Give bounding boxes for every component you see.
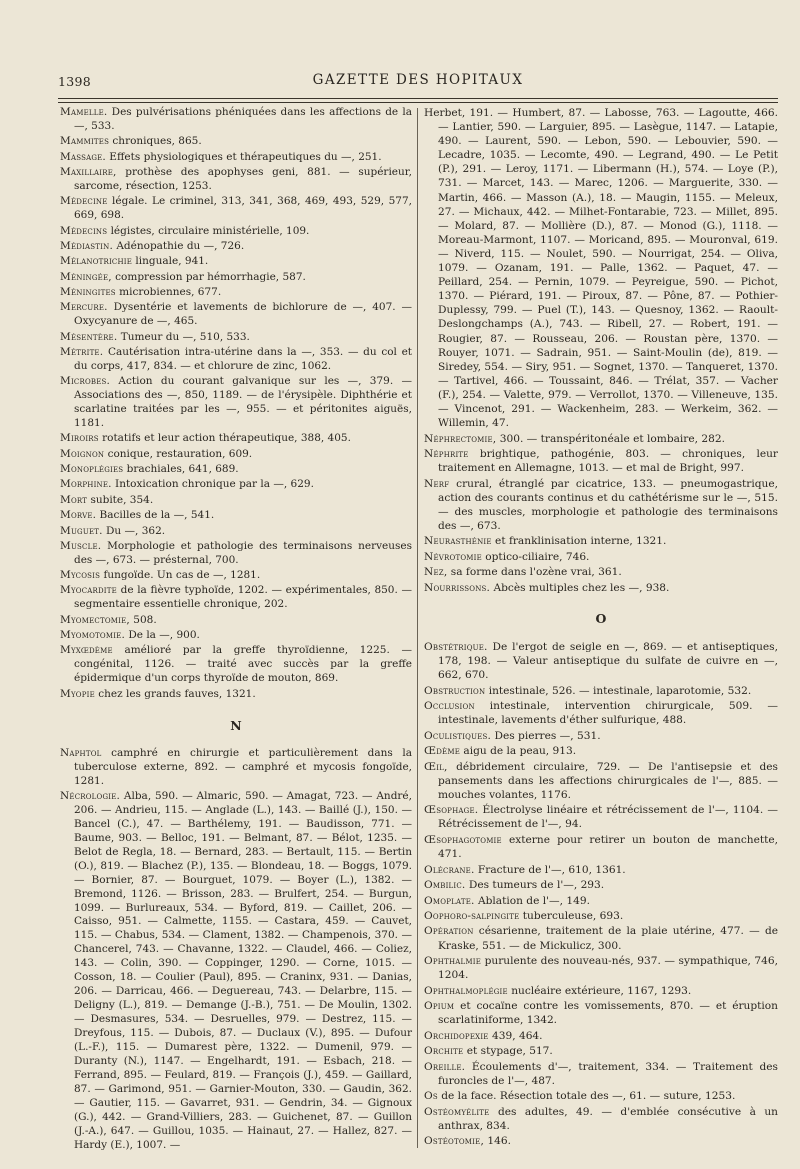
left-column (60, 106, 412, 1154)
entry-text: 508. (129, 613, 157, 626)
entry-text: rotatifs et leur action thérapeutique, 388, 405. (98, 432, 351, 445)
entry-keyword: Ostéotomie, (424, 1135, 485, 1148)
index-entry (424, 1029, 778, 1043)
entry-keyword: Microbes. (60, 375, 111, 388)
index-entry (60, 271, 412, 285)
entry-keyword: Métrite. (60, 345, 104, 358)
entry-keyword: Myopie (60, 687, 95, 700)
entry-keyword: Occlusion (424, 700, 475, 713)
index-entry (60, 286, 412, 300)
header-rule (58, 98, 778, 99)
entry-text: Fracture de l'—, 610, 1361. (474, 863, 626, 876)
entries-n-continued (424, 106, 778, 595)
index-entry (60, 301, 412, 329)
entry-text: légistes, circulaire ministérielle, 109. (107, 224, 310, 237)
index-entry (424, 760, 778, 802)
index-entry (424, 894, 778, 908)
entry-keyword: Omoplate. (424, 894, 475, 907)
entry-keyword: Orchidopexie (424, 1029, 489, 1042)
index-entry (424, 1044, 778, 1058)
index-entry (424, 878, 778, 892)
index-entry (424, 1089, 778, 1103)
entry-keyword: Mammites (60, 135, 110, 148)
index-entry (424, 684, 778, 698)
entry-text: Herbet, 191. — Humbert, 87. — Labosse, 763. — Lagoutte, 466. — Lantier, 590. — Larguier, 895. — Lasègue, 1147. — Latapie, 490. — Laurent, 590. — Lebon, 590. — Lebouvier, 590. — Lecadre, 1035. — Lecomte, 490. — Legrand, 490. — Le Petit (P.), 291. — Leroy, 1171. — Libermann (H.), 574. — Loye (P.), 731. — Marcet, 143. — Marec, 1206. — Marguerite, 330. — Martin, 466. — Masson (A.), 18. — Maugin, 1155. — Meleux, 27. — Michaux, 442. — Milhet-Fontarabie, 723. — Millet, 895. — Molard, 87. — Mollière (D.), 87. — Monod (G.), 1118. — Moreau-Marmont, 1107. — Moricand, 895. — Mouronval, 619. — Niverd, 115. — Noulet, 590. — Nourrigat, 254. — Oliva, 1079. — Ozanam, 191. — Palle, 1362. — Paquet, 47. — Peillard, 254. — Pernin, 1079. — Peyreigue, 590. — Pichot, 1370. — Piérard, 191. — Piroux, 87. — Pône, 87. — Pothier-Duplessy, 799. — Puel (T.), 143. — Quesnoy, 1362. — Raoult-Deslongchamps (A.), 743. — Ribell, 27. — Robert, 191. — Rougier, 87. — Rousseau, 206. — Roustan père, 1370. — Rouyer, 1071. — Sadrain, 951. — Saint-Moulin (de), 819. — Siredey, 554. — Siry, 951. — Sognet, 1370. — Tanqueret, 1370. — Tartivel, 466. — Toussaint, 846. — Trélat, 357. — Vacher (F.), 254. — Valette, 979. — Verrollot, 1370. — Villeneuve, 135. — Vincenot, 291. — Wackenheim, 283. — Werkeim, 362. — Willemin, 47. (424, 107, 778, 430)
entry-keyword: Muscle. (60, 539, 102, 552)
entry-text: De l'ergot de seigle en —, 869. — et antiseptiques, 178, 198. — Valeur antiseptique du sulfate de cuivre en —, 662, 670. (438, 641, 778, 682)
entry-keyword: Miroirs (60, 432, 99, 445)
entry-text: de la fièvre typhoïde, 1202. — expérimentales, 850. — segmentaire essentielle chronique, 202. (74, 584, 412, 611)
entry-keyword: Obstétrique. (424, 641, 488, 654)
index-entry (424, 640, 778, 682)
entry-text: Action du courant galvanique sur les —, 379. — Associations des —, 850, 1189. — de l'érysipèle. Diphthérie et scarlatine traitées par les —, 955. — et péritonites aiguës, 1181. (74, 375, 412, 430)
entry-keyword: Mamelle. (60, 106, 108, 118)
entry-keyword: Médiastin. (60, 239, 113, 252)
entry-keyword: Nerf (424, 477, 450, 490)
index-entry (60, 106, 412, 134)
entry-text: Tumeur du —, 510, 533. (117, 330, 250, 343)
index-entry (424, 1060, 778, 1088)
entry-keyword: Morve. (60, 509, 97, 522)
right-column (424, 106, 778, 1150)
entry-keyword: Moignon (60, 447, 105, 460)
entry-keyword: Néphrectomie, (424, 432, 497, 445)
index-entry (60, 166, 412, 194)
entry-text: Du —, 362. (102, 524, 166, 537)
index-entry (424, 909, 778, 923)
entry-text: camphré en chirurgie et particulièrement dans la tuberculose externe, 892. — camphré et mycosis fongoïde, 1281. (74, 746, 412, 787)
entry-keyword: Œsophage. (424, 804, 479, 817)
entry-text: 439, 464. (488, 1029, 543, 1042)
index-entry (424, 581, 778, 595)
entry-keyword: Orchite (424, 1045, 464, 1058)
entry-keyword: Méningée, (60, 270, 112, 283)
entry-keyword: Oophoro-salpingite (424, 910, 520, 922)
index-entry (60, 448, 412, 462)
index-entry (60, 614, 412, 628)
entry-keyword: Myomotomie. (60, 629, 126, 642)
index-entry (424, 699, 778, 727)
index-entry (60, 790, 412, 1153)
entry-text: Effets physiologiques et thérapeutiques du —, 251. (105, 150, 382, 163)
entry-text: fungoïde. Un cas de —, 1281. (100, 569, 261, 582)
entry-keyword: Ophthalmie (424, 955, 482, 968)
index-entry (60, 644, 412, 686)
index-entry (60, 225, 412, 239)
column-divider (417, 108, 418, 1148)
entry-keyword: Myxœdème (60, 644, 113, 657)
entry-keyword: Nécrologie. (60, 789, 121, 802)
entry-keyword: Mésentère. (60, 330, 118, 343)
entry-text: Dysentérie et lavements de bichlorure de —, 407. — Oxycyanure de —, 465. (74, 301, 412, 328)
entry-text: prothèse des apophyses geni, 881. — supérieur, sarcome, résection, 1253. (74, 165, 412, 192)
index-entry (424, 744, 778, 758)
index-entry (60, 688, 412, 702)
entry-keyword: Olécrane. (424, 863, 475, 876)
index-entry (60, 195, 412, 223)
entry-keyword: Nez, (424, 566, 448, 579)
entry-text: des adultes, 49. — d'emblée consécutive à un anthrax, 834. (438, 1105, 778, 1132)
page-header (58, 70, 778, 94)
entries-o (424, 640, 778, 1148)
index-entry (60, 629, 412, 643)
entry-keyword: Médecine (60, 195, 108, 208)
index-entry (424, 565, 778, 579)
index-entry (60, 240, 412, 254)
entry-text: 300. — transpéritonéale et lombaire, 282. (496, 432, 725, 445)
index-entry (60, 584, 412, 612)
index-entry (60, 151, 412, 165)
entry-keyword: Opération (424, 925, 474, 938)
entry-text: et cocaïne contre les vomissements, 870. — et éruption scarlatiniforme, 1342. (438, 1000, 778, 1027)
entry-text: intestinale, intervention chirurgicale, 509. — intestinale, lavements d'éther sulfurique, 488. (438, 700, 778, 727)
entry-keyword: Opium (424, 1000, 455, 1013)
entry-keyword: Obstruction (424, 684, 486, 697)
index-entry (60, 346, 412, 374)
entry-text: nucléaire extérieure, 1167, 1293. (507, 984, 692, 997)
index-entry (424, 1134, 778, 1148)
index-entry (60, 747, 412, 789)
entry-text: externe pour retirer un bouton de manchette, 471. (438, 833, 778, 861)
index-entry (424, 534, 778, 548)
entry-text: Écoulements d'—, traitement, 334. — Traitement des furoncles de l'—, 487. (438, 1060, 778, 1087)
entry-text: brachiales, 641, 689. (123, 463, 239, 476)
entry-text: Abcès multiples chez les —, 938. (490, 581, 670, 594)
entry-keyword: Nourrissons. (424, 581, 491, 594)
index-entry (60, 135, 412, 149)
index-entry (424, 924, 778, 952)
index-entry (60, 525, 412, 539)
entry-text: et stypage, 517. (463, 1045, 553, 1058)
entry-keyword: Mélanotrichie (60, 255, 133, 268)
entry-keyword: Ophthalmoplégie (424, 984, 508, 997)
index-entry (60, 331, 412, 345)
index-entry (424, 1105, 778, 1133)
index-entry (424, 432, 778, 446)
index-entry (60, 255, 412, 269)
entry-keyword: Myomectomie, (60, 613, 130, 626)
entry-text: Électrolyse linéaire et rétrécissement de l'—, 1104. — Rétrécissement de l'—, 94. (438, 804, 778, 831)
entry-text: légale. Le criminel, 313, 341, 368, 469, 493, 529, 577, 669, 698. (74, 195, 412, 222)
entry-text: amélioré par la greffe thyroïdienne, 1225. — congénital, 1126. — traité avec succès par la greffe épidermique d'un corps thyroïde de mouton, 869. (74, 644, 412, 685)
entry-text: linguale, 941. (132, 255, 209, 268)
index-entry (424, 863, 778, 877)
entry-keyword: Névrotomie (424, 550, 482, 563)
entry-keyword: Monoplégies (60, 463, 124, 476)
entry-keyword: Maxillaire, (60, 165, 117, 178)
index-entry (424, 447, 778, 475)
index-entry (424, 550, 778, 564)
section-heading-n: N (230, 717, 242, 733)
index-entry (424, 729, 778, 743)
index-entry (424, 833, 778, 861)
page-title: GAZETTE DES HOPITAUX (312, 72, 524, 88)
section-heading-o: O (595, 610, 607, 626)
entry-text: Des tumeurs de l'—, 293. (465, 879, 605, 892)
entry-text: De la —, 900. (125, 629, 200, 642)
entry-keyword: Méningites (60, 285, 116, 298)
entry-text: Cautérisation intra-utérine dans la —, 353. — du col et du corps, 417, 834. — et chlorure de zinc, 1062. (74, 345, 412, 372)
entry-keyword: Os (424, 1090, 438, 1103)
entry-keyword: Neurasthénie (424, 535, 492, 548)
entry-text: Morphologie et pathologie des terminaisons nerveuses des —, 673. — présternal, 700. (74, 539, 412, 566)
index-entry (424, 106, 778, 430)
entry-keyword: Ostéomyélite (424, 1105, 490, 1118)
entry-keyword: Oreille. (424, 1060, 466, 1073)
entry-text: chez les grands fauves, 1321. (94, 687, 256, 700)
entry-text: tuberculeuse, 693. (519, 910, 624, 922)
entry-keyword: Mycosis (60, 569, 101, 582)
index-entry (60, 432, 412, 446)
index-entry (424, 999, 778, 1027)
index-entry (60, 569, 412, 583)
entry-text: Des pierres —, 531. (491, 729, 601, 742)
entry-text: crural, étranglé par cicatrice, 133. — pneumogastrique, action des courants continus et du cathétérisme sur le —, 515. — des muscles, morphologie et pathologie des terminaisons des —, 673. (438, 477, 778, 532)
entry-text: Adénopathie du —, 726. (113, 239, 245, 252)
entry-keyword: Œdème (424, 745, 461, 758)
entries-n (60, 747, 412, 1153)
entry-keyword: Naphtol (60, 746, 102, 759)
entry-keyword: Médecins (60, 224, 108, 237)
entry-text: compression par hémorrhagie, 587. (111, 270, 306, 283)
header-rule-thin (58, 102, 778, 103)
entries-m (60, 106, 412, 702)
entry-text: Des pulvérisations phéniquées dans les affections de la —, 533. (74, 106, 412, 132)
entry-keyword: Morphine. (60, 478, 112, 491)
index-entry (424, 984, 778, 998)
entry-keyword: Oculistiques. (424, 729, 492, 742)
entry-text: 146. (484, 1135, 511, 1148)
entry-keyword: Néphrite (424, 448, 469, 461)
entry-text: optico-ciliaire, 746. (481, 550, 590, 563)
entry-text: aigu de la peau, 913. (460, 745, 577, 758)
entry-keyword: Muguet. (60, 524, 103, 537)
index-entry (60, 375, 412, 431)
entry-keyword: Ombilic. (424, 879, 466, 892)
entry-text: brightique, pathogénie, 803. — chroniques, leur traitement en Allemagne, 1013. — et mal de Bright, 997. (438, 448, 778, 475)
entry-text: césarienne, traitement de la plaie utérine, 477. — de Kraske, 551. — de Mickulicz, 300. (438, 925, 778, 952)
index-entry (424, 803, 778, 831)
entry-keyword: Myocardite (60, 584, 117, 597)
entry-text: sa forme dans l'ozène vrai, 361. (447, 566, 622, 579)
index-entry (60, 509, 412, 523)
entry-text: Intoxication chronique par la —, 629. (111, 478, 314, 491)
entry-text: Alba, 590. — Almaric, 590. — Amagat, 723. — André, 206. — Andrieu, 115. — Anglade (L.), 143. — Baillé (J.), 150. — Bancel (C.), 47. — Barthélemy, 191. — Baudisson, 771. — Baume, 903. — Belloc, 191. — Belmant, 87. — Bélot, 1235. — Belot de Regla, 18. — Bernard, 283. — Bertault, 115. — Bertin (O.), 819. — Blachez (P.), 135. — Blondeau, 18. — Boggs, 1079. — Bornier, 87. — Bourguet, 1079. — Boyer (L.), 1382. — Bremond, 1126. — Brisson, 283. — Brulfert, 254. — Burgun, 1099. — Burlureaux, 534. — Byford, 819. — Caillet, 206. — Caisso, 951. — Calmette, 1155. — Castara, 459. — Cauvet, 115. — Chabus, 534. — Clament, 1382. — Champenois, 370. — Chancerel, 743. — Chavanne, 1322. — Claudel, 466. — Coliez, 143. — Colin, 390. — Coppinger, 1290. — Corne, 1015. — Cosson, 18. — Coulier (Paul), 895. — Craninx, 931. — Danias, 206. — Darricau, 466. — Deguereau, 743. — Delarbre, 115. — Deligny (L.), 819. — Demange (J.-B.), 751. — De Moulin, 1302. — Desmasures, 534. — Desruelles, 979. — Destrez, 115. — Dreyfous, 115. — Dubois, 87. — Duclaux (V.), 895. — Dufour (L.-F.), 115. — Dumarest père, 1322. — Dumenil, 979. — Duranty (N.), 1147. — Engelhardt, 191. — Esbach, 218. — Ferrand, 895. — Feulard, 819. — François (J.), 459. — Gaillard, 87. — Garimond, 951. — Garnier-Mouton, 330. — Gaudin, 362. — Gautier, 115. — Gavarret, 931. — Gendrin, 34. — Gignoux (G.), 442. — Grand-Villiers, 283. — Guichenet, 87. — Guillon (J.-A.), 647. — Guillou, 1035. — Hainaut, 27. — Hallez, 827. — Hardy (E.), 1007. — (74, 789, 412, 1151)
entry-keyword: Massage. (60, 150, 106, 163)
entry-text: et franklinisation interne, 1321. (491, 535, 667, 548)
index-entry (60, 463, 412, 477)
index-entry (60, 540, 412, 568)
entry-text: chroniques, 865. (109, 135, 202, 148)
entry-keyword: Mort (60, 493, 88, 506)
page-number: 1398 (58, 74, 92, 89)
entry-keyword: Œsophagotomie (424, 833, 502, 846)
entry-text: Bacilles de la —, 541. (96, 509, 215, 522)
entry-text: débridement circulaire, 729. — De l'antisepsie et des pansements dans les affections chirurgicales de l'—, 885. — mouches volantes, 1176. (438, 760, 778, 801)
entry-text: conique, restauration, 609. (104, 447, 253, 460)
entry-keyword: Œil, (424, 760, 448, 773)
entry-text: intestinale, 526. — intestinale, laparotomie, 532. (485, 684, 752, 697)
index-entry (60, 494, 412, 508)
entry-text: purulente des nouveau-nés, 937. — sympathique, 746, 1204. (438, 955, 778, 982)
entry-text: de la face. Résection totale des —, 61. — suture, 1253. (437, 1090, 736, 1103)
index-entry (424, 477, 778, 533)
entry-text: Ablation de l'—, 149. (474, 894, 590, 907)
entry-text: subite, 354. (87, 493, 154, 506)
entry-text: microbiennes, 677. (115, 285, 222, 298)
index-entry (60, 478, 412, 492)
index-entry (424, 954, 778, 982)
entry-keyword: Mercure. (60, 301, 108, 314)
